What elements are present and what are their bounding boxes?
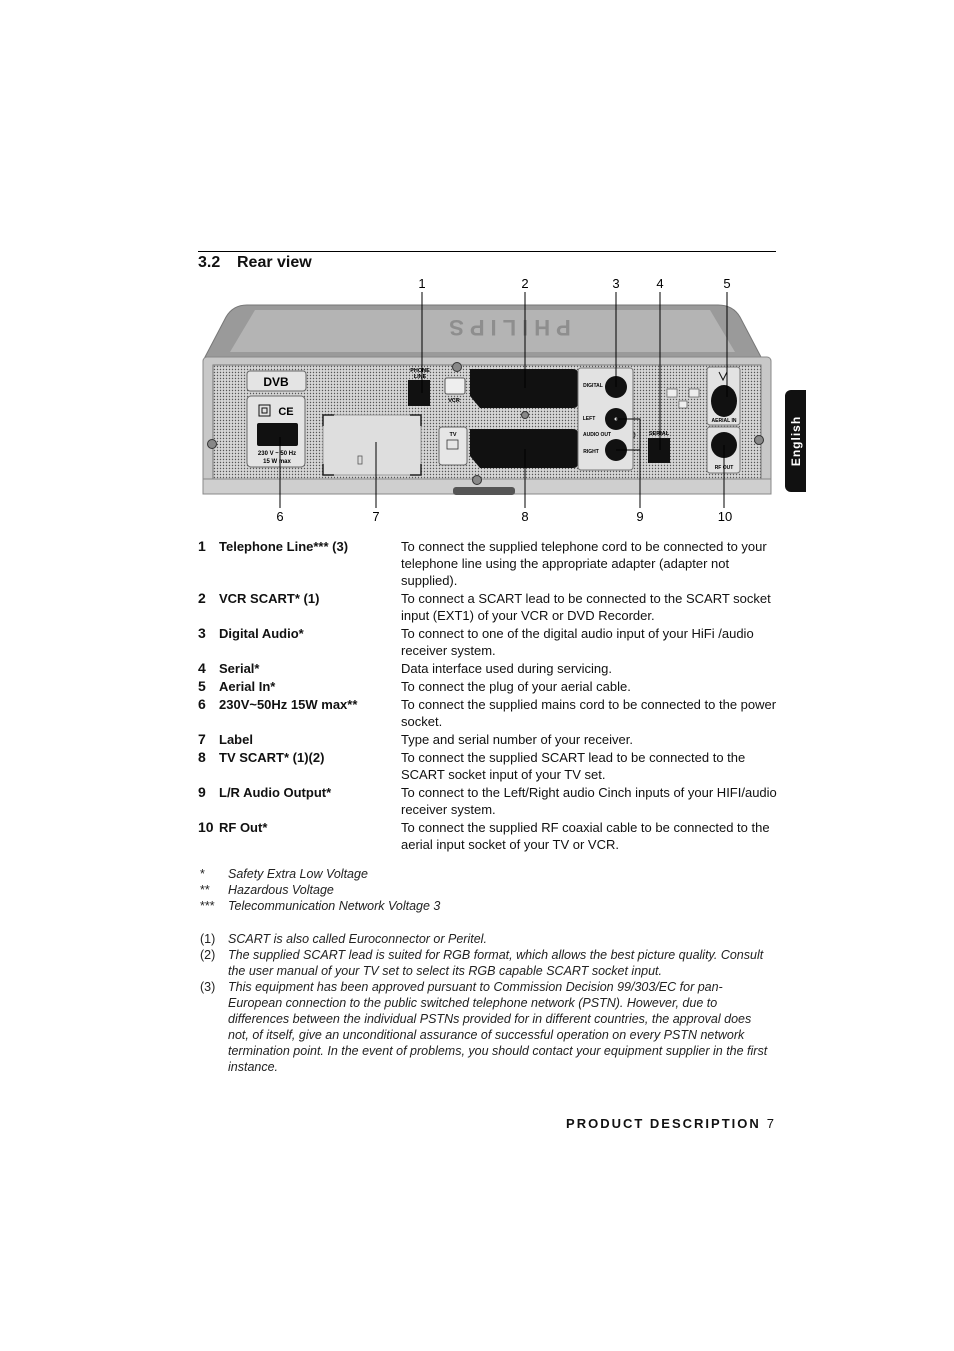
item-name: VCR SCART* (1) bbox=[219, 591, 320, 606]
aerial-in-socket bbox=[711, 385, 737, 417]
item-name: Telephone Line*** (3) bbox=[219, 539, 349, 554]
list-item bbox=[198, 819, 778, 853]
tv-label: TV bbox=[449, 432, 457, 438]
callout-10: 10 bbox=[717, 509, 733, 524]
rf-out-label: RF OUT bbox=[714, 465, 734, 471]
brand-logo: PHILIPS bbox=[443, 315, 571, 340]
list-item bbox=[198, 625, 778, 659]
language-tab-label: English bbox=[788, 415, 803, 467]
item-name: TV SCART* (1)(2) bbox=[219, 750, 325, 765]
section-heading bbox=[198, 254, 312, 272]
item-number: 2 bbox=[198, 590, 206, 606]
item-description: To connect the supplied telephone cord to be connected to your telephone line using the appropriate adapter (adapter not supplied). bbox=[401, 539, 767, 588]
left-label: LEFT bbox=[582, 416, 596, 422]
section-title: Rear view bbox=[237, 254, 312, 271]
serial-socket bbox=[648, 438, 670, 463]
language-tab bbox=[785, 390, 806, 492]
page-footer bbox=[566, 1116, 774, 1131]
callout-3: 3 bbox=[612, 276, 620, 291]
note-row bbox=[200, 866, 760, 882]
vcr-label: VCR bbox=[448, 398, 460, 404]
item-description: To connect the supplied RF coaxial cable to be connected to the aerial input socket of your TV or VCR. bbox=[401, 820, 770, 852]
list-item bbox=[198, 538, 778, 589]
item-name: Serial* bbox=[219, 661, 260, 676]
footnote-mark: (2) bbox=[200, 948, 216, 962]
footnote-mark: (3) bbox=[200, 980, 216, 994]
item-description: To connect to one of the digital audio input of your HiFi /audio receiver system. bbox=[401, 626, 754, 658]
note-row bbox=[200, 882, 760, 898]
list-item bbox=[198, 784, 778, 818]
audio-out-label: AUDIO OUT bbox=[582, 432, 612, 438]
phone-line-label-1: PHONE bbox=[410, 368, 430, 374]
item-description: To connect a SCART lead to be connected to the SCART socket input (EXT1) of your VCR or DVD Recorder. bbox=[401, 591, 771, 623]
power-socket bbox=[257, 423, 298, 446]
item-description: To connect the plug of your aerial cable. bbox=[401, 679, 631, 694]
item-name: Label bbox=[219, 732, 253, 747]
item-description: To connect the supplied mains cord to be connected to the power socket. bbox=[401, 697, 777, 729]
note-mark: ** bbox=[200, 883, 210, 897]
callout-5: 5 bbox=[723, 276, 731, 291]
footnotes bbox=[200, 931, 770, 1075]
footnote-row bbox=[200, 931, 770, 947]
item-name: Digital Audio* bbox=[219, 626, 304, 641]
callout-2: 2 bbox=[521, 276, 529, 291]
connector-list bbox=[198, 538, 778, 854]
note-text: Telecommunication Network Voltage 3 bbox=[228, 899, 441, 913]
note-mark: *** bbox=[200, 899, 215, 913]
footnote-text: This equipment has been approved pursuant to Commission Decision 99/303/EC for pan-European connection to the public switched telephone network (PSTN). However, due to differences between the individual PSTNs provided for in different countries, the approval does not, of itself, give an unconditional assurance of successful operation on every PSTN network termination point. In the event of problems, you should contact your equipment supplier in the first instance. bbox=[228, 980, 768, 1074]
note-text: Safety Extra Low Voltage bbox=[228, 867, 368, 881]
callout-6: 6 bbox=[276, 509, 284, 524]
item-number: 5 bbox=[198, 678, 206, 694]
footnote-text: SCART is also called Euroconnector or Peritel. bbox=[228, 932, 487, 946]
item-number: 7 bbox=[198, 731, 206, 747]
phone-line-socket bbox=[408, 380, 430, 406]
rear-view-diagram bbox=[195, 272, 785, 527]
item-description: Data interface used during servicing. bbox=[401, 661, 613, 676]
power-label-1: 230 V ~ 50 Hz bbox=[257, 451, 297, 457]
note-mark: * bbox=[200, 867, 205, 881]
note-row bbox=[200, 898, 760, 914]
right-label: RIGHT bbox=[583, 449, 599, 455]
item-number: 8 bbox=[198, 749, 206, 765]
list-item bbox=[198, 590, 778, 624]
footnote-row bbox=[200, 947, 770, 979]
callout-4: 4 bbox=[656, 276, 664, 291]
footnote-text: The supplied SCART lead is suited for RGB format, which allows the best picture quality. Consult the user manual of your TV set to select its RGB capable SCART socket input. bbox=[228, 948, 764, 978]
item-description: To connect the supplied SCART lead to be connected to the SCART socket input of your TV set. bbox=[401, 750, 746, 782]
item-description: To connect to the Left/Right audio Cinch inputs of your HIFI/audio receiver system. bbox=[401, 785, 777, 817]
dvb-logo: DVB bbox=[263, 375, 289, 389]
item-name: L/R Audio Output* bbox=[219, 785, 332, 800]
list-item bbox=[198, 696, 778, 730]
list-item bbox=[198, 660, 778, 677]
item-number: 10 bbox=[198, 819, 214, 835]
item-number: 3 bbox=[198, 625, 206, 641]
item-number: 6 bbox=[198, 696, 206, 712]
callout-7: 7 bbox=[372, 509, 380, 524]
list-item bbox=[198, 731, 778, 748]
voltage-notes bbox=[200, 866, 760, 914]
list-item bbox=[198, 678, 778, 695]
footnote-row bbox=[200, 979, 770, 1075]
aerial-in-label: AERIAL IN bbox=[711, 418, 737, 424]
item-name: RF Out* bbox=[219, 820, 268, 835]
serial-label-area bbox=[323, 415, 421, 475]
phone-line-label-2: LINE bbox=[413, 374, 427, 380]
item-number: 4 bbox=[198, 660, 206, 676]
power-label-2: 15 W max bbox=[263, 459, 291, 465]
vcr-scart-socket bbox=[470, 369, 578, 408]
callout-1: 1 bbox=[418, 276, 426, 291]
ce-mark: CE bbox=[278, 406, 294, 418]
item-number: 1 bbox=[198, 538, 206, 554]
section-number: 3.2 bbox=[198, 254, 221, 271]
item-description: Type and serial number of your receiver. bbox=[401, 732, 633, 747]
item-number: 9 bbox=[198, 784, 206, 800]
list-item bbox=[198, 749, 778, 783]
tv-scart-socket bbox=[470, 429, 578, 468]
note-text: Hazardous Voltage bbox=[228, 883, 334, 897]
section-rule bbox=[198, 251, 776, 252]
callout-8: 8 bbox=[521, 509, 529, 524]
serial-label: SERIAL bbox=[648, 431, 670, 437]
page-number: 7 bbox=[766, 1116, 774, 1131]
footer-title: PRODUCT DESCRIPTION bbox=[566, 1116, 761, 1131]
item-name: 230V~50Hz 15W max** bbox=[219, 697, 358, 712]
footnote-mark: (1) bbox=[200, 932, 216, 946]
item-name: Aerial In* bbox=[219, 679, 276, 694]
callout-9: 9 bbox=[636, 509, 644, 524]
digital-label: DIGITAL bbox=[583, 383, 603, 389]
